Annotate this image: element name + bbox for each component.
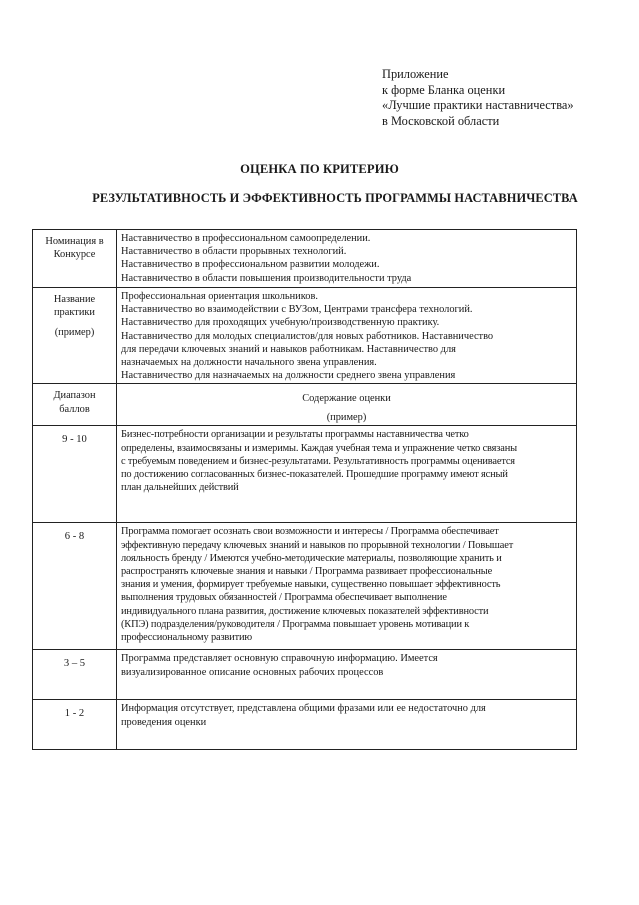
appendix-line: к форме Бланка оценки <box>382 82 506 97</box>
score-row <box>33 523 577 650</box>
nomination-row <box>33 230 577 288</box>
page-subtitle: РЕЗУЛЬТАТИВНОСТЬ И ЭФФЕКТИВНОСТЬ ПРОГРАММЫ НАСТАВНИЧЕСТВА <box>92 191 578 205</box>
score-row <box>33 700 577 750</box>
score-range: 1 - 2 <box>33 700 117 750</box>
score-description: Бизнес-потребности организации и результаты программы наставничества четко определены, взаимосвязаны и измеримы. Каждая учебная тема и упражнение четко связаны с требуемым поведением и бизнес-результатами. Результативность программы оценивается по достижению согласованных бизнес-показателей. Прошедшие программу имеют ясный план дальнейших действий <box>117 426 577 523</box>
practice-label-note: (пример) <box>54 327 95 339</box>
score-range: 9 - 10 <box>33 426 117 523</box>
practice-row <box>33 288 577 384</box>
list-item: Наставничество для проходящих учебную/производственную практику. <box>121 317 440 329</box>
list-item: Наставничество для назначаемых на должности среднего звена управления <box>121 370 456 382</box>
score-description: Программа представляет основную справочную информацию. Имеется визуализированное описание основных рабочих процессов <box>117 650 577 700</box>
score-row <box>33 650 577 700</box>
practice-list <box>117 288 577 384</box>
page-title: ОЦЕНКА ПО КРИТЕРИЮ <box>240 162 399 176</box>
content-header: Содержание оценки (пример) <box>117 384 577 426</box>
list-item: Наставничество в профессиональном развитии молодежи. <box>121 259 380 271</box>
list-item: назначаемых на должности начального звена управления. <box>121 357 377 369</box>
list-item: Наставничество в области прорывных технологий. <box>121 246 347 258</box>
range-header: Диапазон баллов <box>33 384 117 426</box>
score-range: 3 – 5 <box>33 650 117 700</box>
score-description: Информация отсутствует, представлена общими фразами или ее недостаточно для проведения оценки <box>117 700 577 750</box>
list-item: Профессиональная ориентация школьников. <box>121 291 318 302</box>
nomination-list <box>117 230 577 288</box>
header-row <box>33 384 577 426</box>
nomination-label: Номинация в Конкурсе <box>33 230 117 288</box>
appendix-line: в Московской области <box>382 113 500 128</box>
criteria-table <box>32 229 577 750</box>
list-item: Наставничество для молодых специалистов/для новых работников. Наставничество <box>121 330 494 342</box>
list-item: для передачи ключевых знаний и навыков работникам. Наставничество для <box>121 343 456 355</box>
score-row <box>33 426 577 523</box>
content-header-note: (пример) <box>326 411 367 423</box>
appendix-line: «Лучшие практики наставничества» <box>382 98 574 112</box>
score-range: 6 - 8 <box>33 523 117 650</box>
list-item: Наставничество в области повышения производительности труда <box>121 272 412 284</box>
appendix-line: Приложение <box>382 67 449 81</box>
appendix-note <box>382 67 622 129</box>
list-item: Наставничество во взаимодействии с ВУЗом, Центрами трансфера технологий. <box>121 304 473 316</box>
practice-label: Название практики (пример) <box>33 288 117 384</box>
list-item: Наставничество в профессиональном самоопределении. <box>121 233 371 244</box>
score-description: Программа помогает осознать свои возможности и интересы / Программа обеспечивает эффективную передачу ключевых знаний и навыков по прорывной технологии / Повышает лояльность бренду / Имеются учебно-методические материалы, позволяющие хранить и распространять ключевые знания и навыки / Программа развивает профессиональные знания и умения, формирует требуемые навыки, существенно повышает эффективность выполнения трудовых обязанностей / Программа обеспечивает выполнение индивидуального плана развития, достижение ключевых показателей эффективности (КПЭ) подразделения/руководителя / Программа повышает уровень мотивации к профессиональному развитию <box>117 523 577 650</box>
